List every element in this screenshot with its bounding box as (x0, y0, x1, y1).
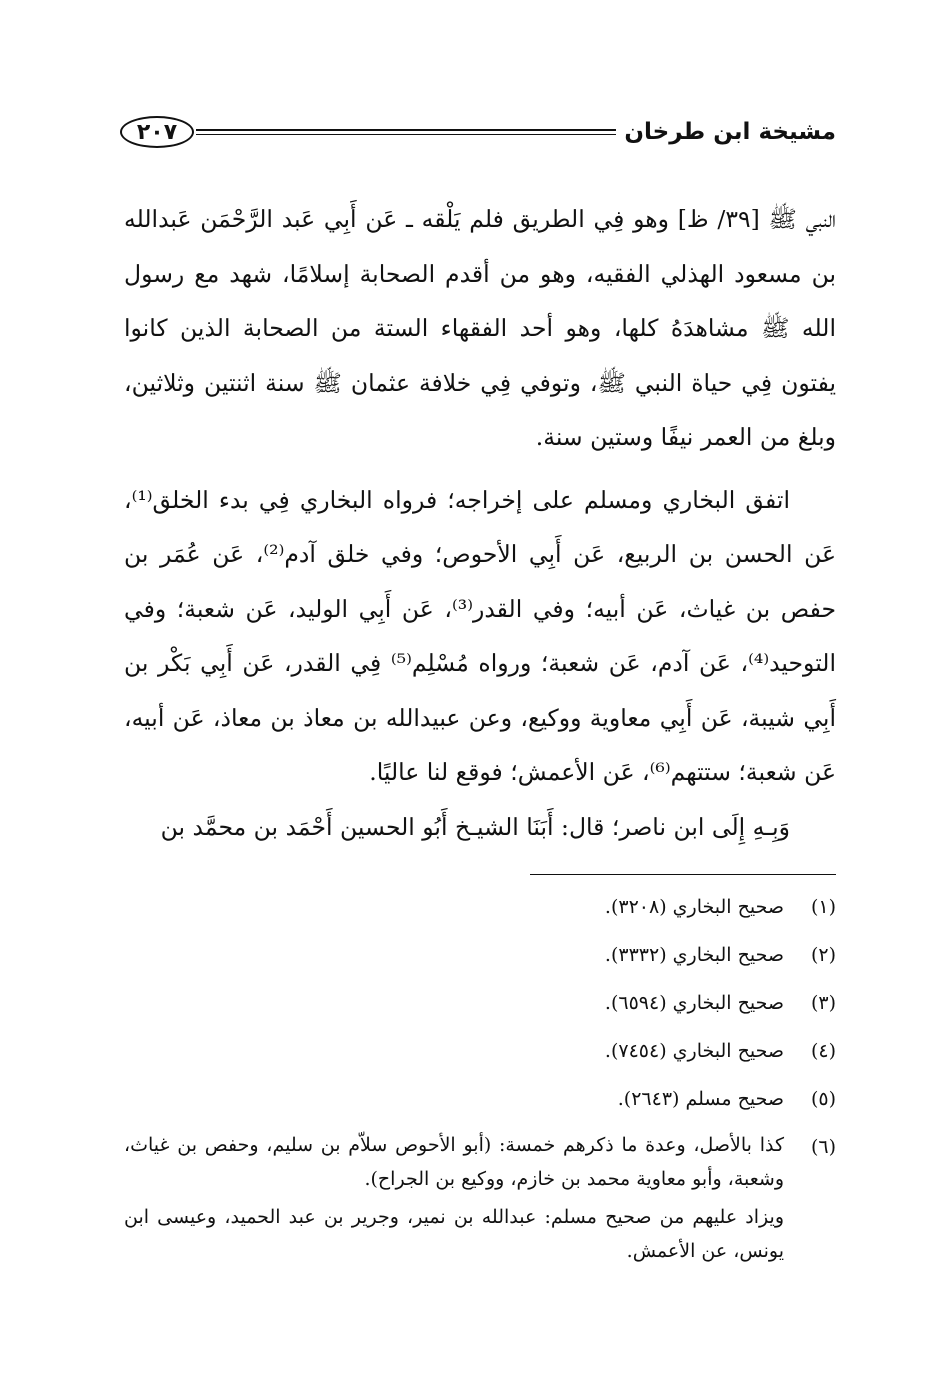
footnote-text: كذا بالأصل، وعدة ما ذكرهم خمسة: (أبو الأحوص سلاّم بن سليم، وحفص بن غياث، وشعبة، وأبو معاوية محمد بن خازم، ووكيع بن الجراح). (124, 1134, 784, 1190)
footnote-text: صحيح البخاري (٧٤٥٤). (604, 1040, 784, 1062)
footnote (124, 936, 836, 974)
main-text (124, 192, 836, 854)
footnote-number: (٢) (810, 944, 836, 966)
footnote-continuation: ويزاد عليهم من صحيح مسلم: عبدالله بن نمير، وجرير بن عبد الحميد، وعيسى ابن يونس، عن الأعمش. (124, 1206, 784, 1262)
footnote-text: صحيح البخاري (٦٥٩٤). (604, 992, 784, 1014)
footnote-number: (١) (810, 896, 836, 918)
footnote-separator (530, 874, 836, 875)
footnote-text: صحيح البخاري (٣٢٠٨). (604, 896, 784, 918)
page-number: ٢٠٧ (120, 116, 194, 148)
footnote (124, 888, 836, 926)
paragraph: وَبِـهِ إِلَى ابن ناصر؛ قال: أَبَنَا الشيـخ أَبُو الحسين أَحْمَد بن محمَّد بن (160, 812, 790, 841)
footnote (124, 984, 836, 1022)
footnote (124, 1128, 836, 1196)
paragraph: اتفق البخاري ومسلم على إخراجه؛ فرواه البخاري فِي بدء الخلق⁽¹⁾، عَن الحسن بن الربيع، عَن أَبِي الأحوص؛ وفي خلق آدم⁽²⁾، عَن عُمَر بن حفص بن غياث، عَن أبيه؛ وفي القدر⁽³⁾، عَن أَبِي الوليد، عَن شعبة؛ وفي التوحيد⁽⁴⁾، عَن آدم، عَن شعبة؛ ورواه مُسْلِم⁽⁵⁾ فِي القدر، عَن أَبِي بَكْر بن أَبِي شيبة، عَن أَبِي معاوية ووكيع، وعن عبيدالله بن معاذ بن معاذ، عَن أبيه، عَن شعبة؛ ستتهم⁽⁶⁾، عَن الأعمش؛ فوقع لنا عاليًا. (124, 485, 837, 786)
book-title: مشيخة ابن طرخان (624, 119, 836, 145)
footnote-text: صحيح البخاري (٣٣٣٢). (604, 944, 784, 966)
header-rule (196, 129, 616, 135)
footnote (124, 1032, 836, 1070)
footnotes (124, 888, 836, 1268)
paragraph: النبي ﷺ [٣٩/ ظ] وهو فِي الطريق فلم يَلْقه ـ عَن أَبِي عَبد الرَّحْمَن عَبدالله بن مسعود الهذلي الفقيه، وهو من أقدم الصحابة إسلامًا، شهد مع رسول الله ﷺ مشاهدَهُ كلها، وهو أحد الفقهاء الستة من الصحابة الذين كانوا يفتون فِي حياة النبي ﷺ، وتوفي فِي خلافة عثمان ﷺ سنة اثنتين وثلاثين، وبلغ من العمر نيفًا وستين سنة. (124, 205, 836, 451)
footnote-text: صحيح مسلم (٢٦٤٣). (617, 1088, 784, 1110)
footnote (124, 1080, 836, 1118)
footnote-number: (٦) (810, 1136, 836, 1158)
footnote-number: (٤) (810, 1040, 836, 1062)
footnote-number: (٣) (810, 992, 836, 1014)
footnote-number: (٥) (810, 1088, 836, 1110)
running-header (120, 112, 836, 152)
